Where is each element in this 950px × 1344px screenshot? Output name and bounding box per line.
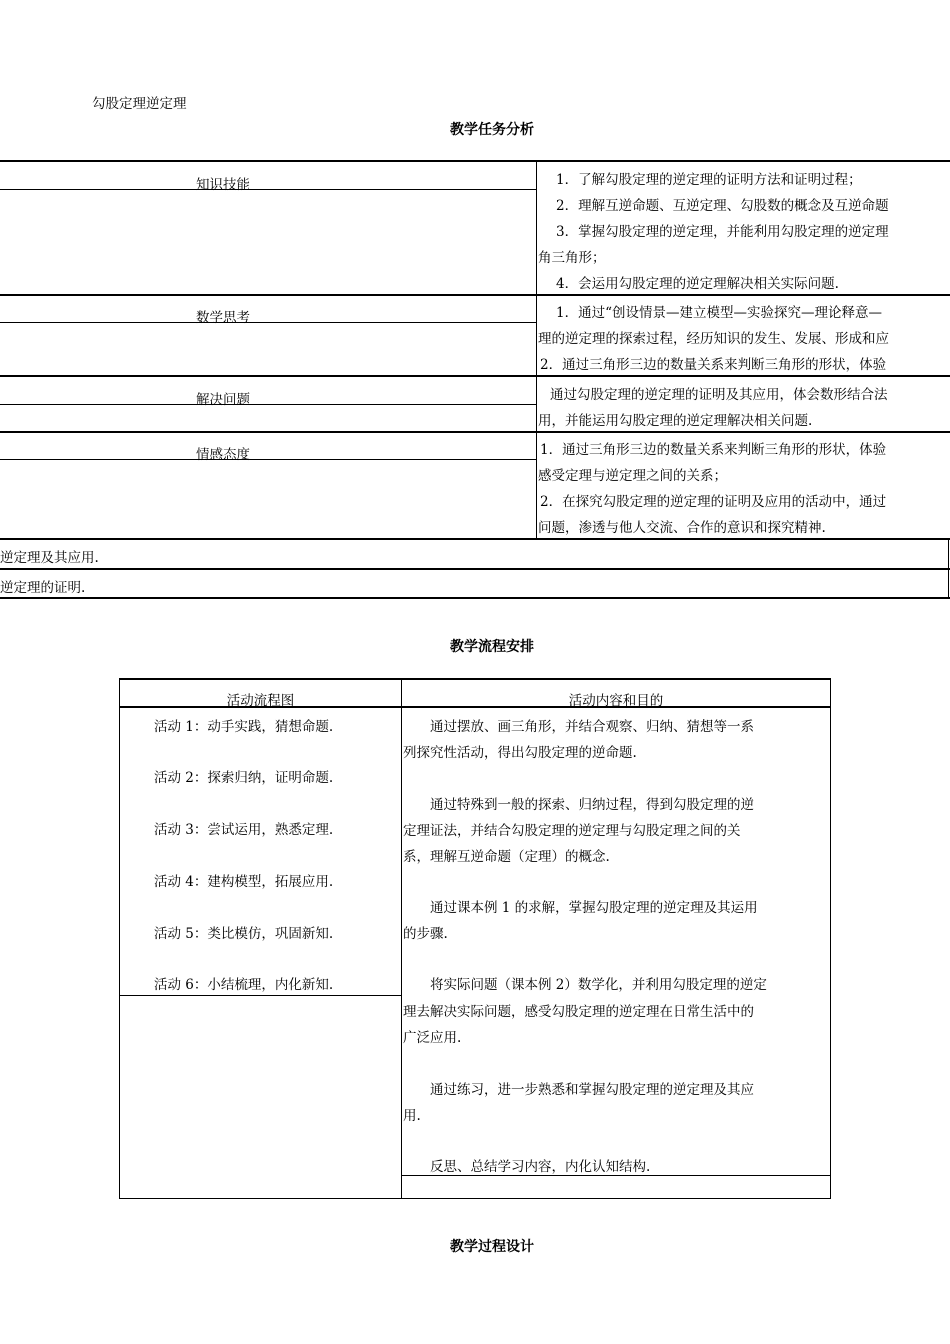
content-line: 通过练习，进一步熟悉和掌握勾股定理的逆定理及其应 bbox=[403, 1082, 754, 1098]
section-title-flow: 教学流程安排 bbox=[450, 639, 534, 655]
task-label-thinking: 数学思考 bbox=[196, 310, 250, 326]
content-line: 定理证法，并结合勾股定理的逆定理与勾股定理之间的关 bbox=[403, 823, 741, 839]
task-text-line: 感受定理与逆定理之间的关系； bbox=[538, 468, 727, 484]
task-text-line: 角三角形； bbox=[538, 250, 606, 266]
section-title-process: 教学过程设计 bbox=[450, 1239, 534, 1255]
content-line: 通过特殊到一般的探索、归纳过程，得到勾股定理的逆 bbox=[403, 797, 754, 813]
task-text-line: 理的逆定理的探索过程，经历知识的发生、发展、形成和应 bbox=[538, 331, 889, 347]
task-text-line: 1．了解勾股定理的逆定理的证明方法和证明过程； bbox=[556, 172, 862, 188]
content-line: 理去解决实际问题，感受勾股定理的逆定理在日常生活中的 bbox=[403, 1004, 754, 1020]
task-text-line: 2．在探究勾股定理的逆定理的证明及应用的活动中，通过 bbox=[540, 494, 887, 510]
task-label-knowledge: 知识技能 bbox=[196, 177, 250, 193]
task-text-line: 用，并能运用勾股定理的逆定理解决相关问题. bbox=[538, 413, 813, 429]
content-line: 通过课本例 1 的求解，掌握勾股定理的逆定理及其运用 bbox=[403, 900, 758, 916]
activity-item: 活动 5：类比模仿，巩固新知. bbox=[154, 926, 334, 942]
content-line: 的步骤. bbox=[403, 926, 448, 942]
task-label-attitude: 情感态度 bbox=[196, 447, 250, 463]
flow-header-left: 活动流程图 bbox=[226, 693, 295, 709]
content-line: 列探究性活动，得出勾股定理的逆命题. bbox=[403, 745, 637, 761]
activity-item: 活动 1：动手实践，猜想命题. bbox=[154, 719, 334, 735]
content-line: 广泛应用. bbox=[403, 1030, 462, 1046]
content-line: 通过摆放、画三角形，并结合观察、归纳、猜想等一系 bbox=[403, 719, 754, 735]
document-title: 勾股定理逆定理 bbox=[92, 96, 187, 112]
task-label-problem-solving: 解决问题 bbox=[196, 392, 250, 408]
content-line: 反思、总结学习内容，内化认知结构. bbox=[403, 1159, 651, 1175]
content-line: 将实际问题（课本例 2）数学化，并利用勾股定理的逆定 bbox=[403, 977, 767, 993]
task-text-line: 问题，渗透与他人交流、合作的意识和探究精神. bbox=[538, 520, 826, 536]
activity-item: 活动 4：建构模型，拓展应用. bbox=[154, 874, 334, 890]
activity-item: 活动 3：尝试运用，熟悉定理. bbox=[154, 822, 334, 838]
activity-item: 活动 2：探索归纳，证明命题. bbox=[154, 770, 334, 786]
content-line: 系，理解互逆命题（定理）的概念. bbox=[403, 849, 610, 865]
task-text-line: 1．通过“创设情景—建立模型—实验探究—理论释意— bbox=[556, 305, 882, 321]
task-text-line: 2．通过三角形三边的数量关系来判断三角形的形状，体验 bbox=[540, 357, 887, 373]
flow-header-right: 活动内容和目的 bbox=[568, 693, 664, 709]
teaching-focus-text: 逆定理及其应用. bbox=[0, 550, 99, 566]
task-text-line: 3．掌握勾股定理的逆定理，并能利用勾股定理的逆定理 bbox=[556, 224, 889, 240]
task-text-line: 通过勾股定理的逆定理的证明及其应用，体会数形结合法 bbox=[550, 387, 888, 403]
task-text-line: 4．会运用勾股定理的逆定理解决相关实际问题. bbox=[556, 276, 839, 292]
section-title-task-analysis: 教学任务分析 bbox=[450, 122, 534, 138]
task-text-line: 1．通过三角形三边的数量关系来判断三角形的形状，体验 bbox=[540, 442, 887, 458]
activity-item: 活动 6：小结梳理，内化新知. bbox=[154, 977, 334, 993]
content-line: 用. bbox=[403, 1108, 421, 1124]
teaching-difficulty-text: 逆定理的证明. bbox=[0, 580, 86, 596]
task-text-line: 2．理解互逆命题、互逆定理、勾股数的概念及互逆命题 bbox=[556, 198, 889, 214]
